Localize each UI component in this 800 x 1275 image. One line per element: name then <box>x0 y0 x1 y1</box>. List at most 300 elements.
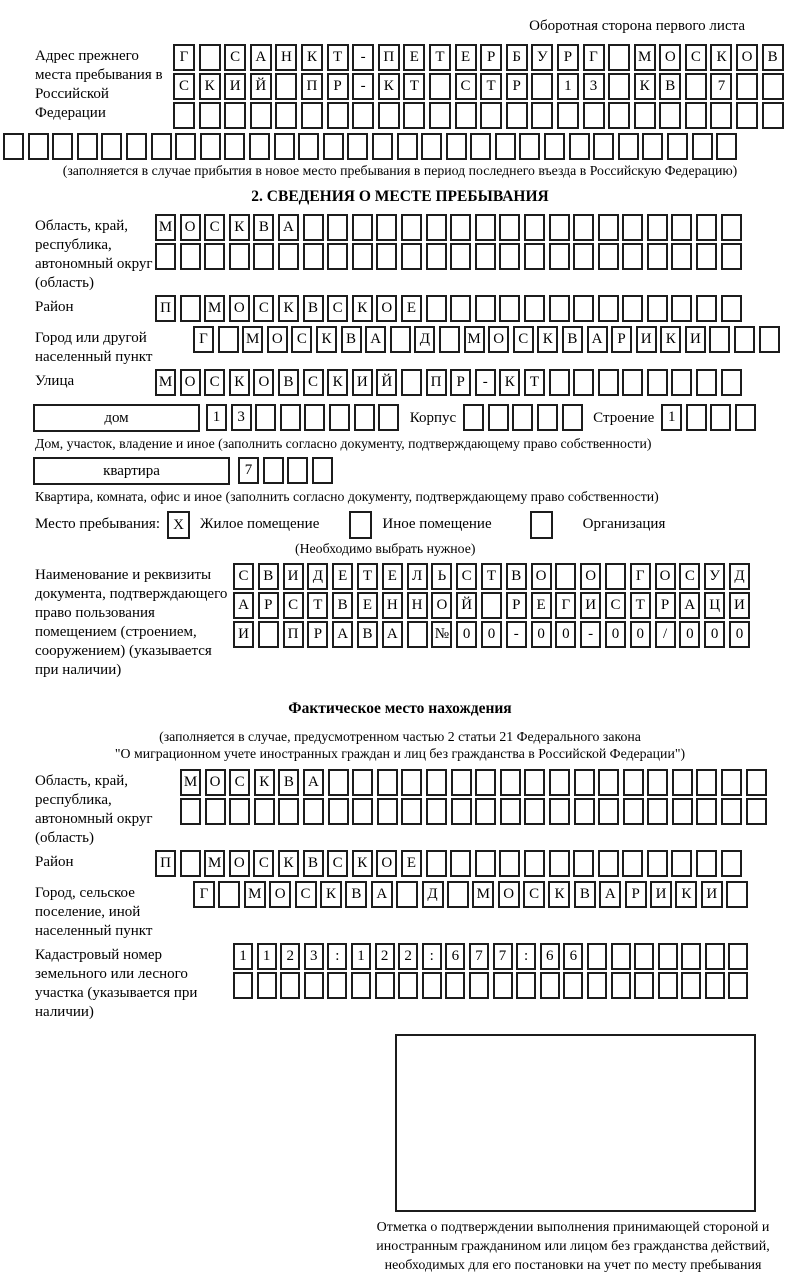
char-cell <box>493 972 513 999</box>
char-cell <box>692 133 713 160</box>
registration-stamp-box <box>395 1034 756 1212</box>
char-cell: И <box>283 563 304 590</box>
char-cell <box>396 881 418 908</box>
char-row <box>193 881 800 909</box>
char-cell <box>721 243 742 270</box>
char-row-full-width <box>3 133 800 161</box>
char-cell <box>716 133 737 160</box>
char-cell <box>696 798 717 825</box>
char-cell: А <box>303 769 324 796</box>
char-cell <box>329 404 350 431</box>
char-cell <box>401 798 422 825</box>
char-cell: О <box>205 769 226 796</box>
char-cell <box>671 369 692 396</box>
char-cell: Р <box>506 592 527 619</box>
char-cell: Е <box>455 44 477 71</box>
char-cell <box>685 73 707 100</box>
char-cell <box>475 243 496 270</box>
field-region-actual <box>35 769 800 848</box>
char-cell <box>647 769 668 796</box>
char-cell <box>598 243 619 270</box>
apartment-row <box>33 457 800 486</box>
char-cell <box>593 133 614 160</box>
char-row <box>233 563 800 591</box>
char-cell: 1 <box>557 73 579 100</box>
char-cell: : <box>422 943 442 970</box>
char-cell: С <box>605 592 626 619</box>
char-cell <box>455 102 477 129</box>
char-cell <box>280 404 301 431</box>
char-cell: О <box>269 881 291 908</box>
char-cell: К <box>660 326 681 353</box>
char-cell: К <box>316 326 337 353</box>
char-cell <box>634 102 656 129</box>
char-cell <box>721 214 742 241</box>
char-cell <box>736 102 758 129</box>
char-cell: С <box>283 592 304 619</box>
char-cell: 0 <box>679 621 700 648</box>
korpus-label: Корпус <box>409 410 457 426</box>
char-cell <box>375 972 395 999</box>
char-cell <box>401 369 422 396</box>
char-cell <box>735 404 756 431</box>
char-cell: И <box>352 369 373 396</box>
char-cell <box>451 798 472 825</box>
char-cell <box>549 798 570 825</box>
city-label: Город или другой населенный пункт <box>35 330 153 365</box>
char-cell <box>451 769 472 796</box>
char-cell <box>608 44 630 71</box>
actual-location-note2: "О миграционном учете иностранных граждан и лиц без гражданства в Российской Федерации") <box>114 746 686 761</box>
char-cell <box>622 214 643 241</box>
char-cell: Д <box>414 326 435 353</box>
char-cell <box>499 243 520 270</box>
char-cell: 0 <box>531 621 552 648</box>
char-cell: И <box>650 881 672 908</box>
char-cell <box>426 243 447 270</box>
char-cell: Т <box>524 369 545 396</box>
char-cell <box>611 972 631 999</box>
char-cell: О <box>659 44 681 71</box>
char-cell: Т <box>327 44 349 71</box>
char-cell <box>622 243 643 270</box>
char-cell: К <box>634 73 656 100</box>
actual-location-note1: (заполняется в случае, предусмотренном частью 2 статьи 21 Федерального закона <box>159 729 641 744</box>
char-cell: П <box>155 295 176 322</box>
char-cell: 1 <box>661 404 682 431</box>
char-cell: В <box>332 592 353 619</box>
char-cell: - <box>352 44 374 71</box>
cadastre-label: Кадастровый номер земельного или лесного участка (указывается при наличии) <box>35 947 198 1020</box>
char-cell <box>352 102 374 129</box>
char-cell <box>287 457 308 484</box>
char-cell: Е <box>401 295 422 322</box>
char-cell <box>658 972 678 999</box>
char-cell: В <box>253 214 274 241</box>
char-cell <box>495 133 516 160</box>
char-cell: К <box>378 73 400 100</box>
city-actual-label: Город, сельское поселение, иной населенный пункт <box>35 885 153 939</box>
char-cell: П <box>155 850 176 877</box>
char-cell <box>574 798 595 825</box>
char-cell: О <box>376 295 397 322</box>
char-cell: Р <box>450 369 471 396</box>
field-document <box>35 563 800 680</box>
char-cell: А <box>278 214 299 241</box>
char-cell <box>608 73 630 100</box>
char-cell: О <box>655 563 676 590</box>
char-cell: Р <box>655 592 676 619</box>
char-cell <box>524 243 545 270</box>
char-cell: С <box>327 295 348 322</box>
char-cell: И <box>685 326 706 353</box>
char-cell: Е <box>403 44 425 71</box>
char-row <box>233 972 800 1000</box>
char-cell <box>475 214 496 241</box>
char-cell: 0 <box>481 621 502 648</box>
char-cell: Д <box>422 881 444 908</box>
char-cell <box>224 102 246 129</box>
char-cell <box>3 133 24 160</box>
stroenie-label: Строение <box>593 410 655 426</box>
char-cell <box>647 214 668 241</box>
char-cell: Т <box>429 44 451 71</box>
char-cell <box>611 943 631 970</box>
char-cell <box>280 972 300 999</box>
char-cell <box>397 133 418 160</box>
char-cell: С <box>253 850 274 877</box>
char-cell <box>549 769 570 796</box>
char-cell: С <box>455 73 477 100</box>
char-cell <box>312 457 333 484</box>
char-cell <box>598 769 619 796</box>
char-cell <box>378 404 399 431</box>
previous-address-rows <box>173 44 800 131</box>
char-cell <box>524 798 545 825</box>
char-cell <box>531 102 553 129</box>
option-other-premises-label: Иное помещение <box>382 516 492 532</box>
char-cell: - <box>352 73 374 100</box>
char-cell: Е <box>531 592 552 619</box>
char-cell <box>218 326 239 353</box>
char-cell: 2 <box>280 943 300 970</box>
char-cell <box>598 850 619 877</box>
char-cell: М <box>634 44 656 71</box>
char-cell <box>426 850 447 877</box>
char-cell: К <box>710 44 732 71</box>
char-cell: С <box>685 44 707 71</box>
char-cell <box>253 243 274 270</box>
char-cell <box>519 133 540 160</box>
char-row <box>180 769 800 797</box>
char-row <box>173 102 800 130</box>
char-cell: О <box>376 850 397 877</box>
char-cell: Г <box>555 592 576 619</box>
char-cell <box>598 214 619 241</box>
char-cell <box>263 457 284 484</box>
char-cell <box>605 563 626 590</box>
char-cell: С <box>291 326 312 353</box>
char-cell <box>429 102 451 129</box>
char-cell: С <box>173 73 195 100</box>
char-cell <box>205 798 226 825</box>
stay-type-label: Место пребывания: <box>35 516 160 532</box>
apartment-number-cells <box>238 457 336 485</box>
char-cell <box>642 133 663 160</box>
char-cell: Й <box>250 73 272 100</box>
char-cell: 3 <box>304 943 324 970</box>
char-cell <box>450 214 471 241</box>
char-cell: 0 <box>729 621 750 648</box>
char-cell: 1 <box>257 943 277 970</box>
char-cell <box>544 133 565 160</box>
char-cell: 7 <box>710 73 732 100</box>
char-cell <box>401 214 422 241</box>
char-cell: А <box>679 592 700 619</box>
char-cell <box>573 369 594 396</box>
char-cell <box>199 102 221 129</box>
char-cell: 6 <box>445 943 465 970</box>
char-cell <box>401 769 422 796</box>
char-cell: 3 <box>231 404 252 431</box>
char-cell: П <box>378 44 400 71</box>
char-cell <box>573 243 594 270</box>
field-city-actual <box>35 881 800 941</box>
char-cell <box>681 943 701 970</box>
char-cell <box>426 295 447 322</box>
char-cell: Р <box>625 881 647 908</box>
char-cell: П <box>426 369 447 396</box>
char-row <box>155 214 800 242</box>
char-cell <box>278 798 299 825</box>
char-row <box>155 243 800 271</box>
char-cell <box>709 326 730 353</box>
char-cell <box>352 798 373 825</box>
char-cell <box>180 798 201 825</box>
char-cell <box>422 972 442 999</box>
char-cell: / <box>655 621 676 648</box>
char-cell: Т <box>357 563 378 590</box>
char-cell <box>598 369 619 396</box>
char-cell <box>549 369 570 396</box>
char-cell: К <box>199 73 221 100</box>
char-cell: М <box>180 769 201 796</box>
char-cell <box>736 73 758 100</box>
char-cell: О <box>229 295 250 322</box>
char-cell: М <box>155 369 176 396</box>
char-cell <box>728 943 748 970</box>
char-cell <box>721 769 742 796</box>
char-cell <box>622 295 643 322</box>
char-cell: В <box>506 563 527 590</box>
char-cell <box>524 769 545 796</box>
char-cell <box>303 798 324 825</box>
previous-address-note: (заполняется в случае прибытия в новое место пребывания в период последнего въезда в Российскую Федерацию) <box>62 163 738 178</box>
char-cell <box>426 214 447 241</box>
char-cell <box>377 798 398 825</box>
char-cell: В <box>562 326 583 353</box>
char-cell: К <box>278 850 299 877</box>
field-district <box>35 295 800 324</box>
char-cell <box>598 798 619 825</box>
char-cell: С <box>229 769 250 796</box>
char-row <box>233 943 800 971</box>
char-cell <box>721 850 742 877</box>
char-cell <box>229 798 250 825</box>
char-cell <box>401 243 422 270</box>
char-cell <box>549 295 570 322</box>
char-cell <box>555 563 576 590</box>
char-cell: Н <box>275 44 297 71</box>
char-cell: К <box>327 369 348 396</box>
char-cell: К <box>675 881 697 908</box>
char-cell <box>647 295 668 322</box>
char-cell: Е <box>332 563 353 590</box>
apartment-note: Квартира, комната, офис и иное (заполнить согласно документу, подтверждающему право собственности) <box>35 489 659 504</box>
char-cell <box>377 769 398 796</box>
char-cell <box>426 798 447 825</box>
checkbox-dwelling: X <box>167 511 190 539</box>
char-cell <box>667 133 688 160</box>
char-cell <box>647 369 668 396</box>
char-cell <box>450 850 471 877</box>
char-cell: 1 <box>351 943 371 970</box>
field-previous-address <box>35 44 800 131</box>
char-cell: Й <box>456 592 477 619</box>
char-cell <box>101 133 122 160</box>
char-cell <box>623 798 644 825</box>
char-cell <box>421 133 442 160</box>
char-cell: Л <box>407 563 428 590</box>
char-cell <box>323 133 344 160</box>
char-cell <box>583 102 605 129</box>
char-cell <box>721 369 742 396</box>
char-cell <box>173 102 195 129</box>
char-cell <box>445 972 465 999</box>
char-cell: П <box>301 73 323 100</box>
char-cell: В <box>278 369 299 396</box>
choose-note: (Необходимо выбрать нужное) <box>295 541 476 556</box>
char-cell: И <box>233 621 254 648</box>
char-cell <box>275 102 297 129</box>
char-cell <box>354 404 375 431</box>
char-cell: К <box>229 369 250 396</box>
char-cell: Г <box>193 881 215 908</box>
char-cell: К <box>301 44 323 71</box>
char-cell <box>659 102 681 129</box>
char-cell <box>562 404 583 431</box>
char-cell: П <box>283 621 304 648</box>
char-cell <box>500 798 521 825</box>
char-cell <box>746 769 767 796</box>
char-cell: С <box>204 214 225 241</box>
char-cell: Т <box>307 592 328 619</box>
char-cell <box>327 243 348 270</box>
char-cell <box>540 972 560 999</box>
char-cell: О <box>180 214 201 241</box>
char-row <box>193 326 800 354</box>
char-cell: В <box>357 621 378 648</box>
char-cell: О <box>736 44 758 71</box>
char-cell: Р <box>506 73 528 100</box>
char-cell: О <box>431 592 452 619</box>
char-cell <box>634 972 654 999</box>
char-cell <box>376 243 397 270</box>
char-cell: Н <box>407 592 428 619</box>
char-cell <box>705 943 725 970</box>
char-cell: Р <box>327 73 349 100</box>
char-cell <box>537 404 558 431</box>
char-cell <box>199 44 221 71</box>
char-cell: В <box>278 769 299 796</box>
char-cell <box>658 943 678 970</box>
char-cell: Е <box>401 850 422 877</box>
char-cell: К <box>499 369 520 396</box>
char-cell: Т <box>481 563 502 590</box>
char-cell <box>390 326 411 353</box>
char-row <box>173 44 800 72</box>
char-cell: 2 <box>375 943 395 970</box>
char-cell: О <box>180 369 201 396</box>
char-cell: А <box>365 326 386 353</box>
char-cell <box>258 621 279 648</box>
char-cell: Г <box>193 326 214 353</box>
char-cell <box>250 102 272 129</box>
char-cell <box>352 243 373 270</box>
char-cell <box>705 972 725 999</box>
char-cell <box>549 214 570 241</box>
char-cell: 0 <box>704 621 725 648</box>
char-cell <box>762 73 784 100</box>
char-cell: И <box>580 592 601 619</box>
field-region <box>35 214 800 293</box>
char-cell: К <box>548 881 570 908</box>
char-cell <box>274 133 295 160</box>
char-cell: М <box>204 295 225 322</box>
char-cell <box>488 404 509 431</box>
char-cell: Р <box>557 44 579 71</box>
char-cell <box>506 102 528 129</box>
char-cell: С <box>679 563 700 590</box>
char-cell <box>573 214 594 241</box>
char-cell: Р <box>307 621 328 648</box>
char-cell: А <box>587 326 608 353</box>
char-cell: 0 <box>555 621 576 648</box>
char-cell <box>275 73 297 100</box>
char-cell <box>598 295 619 322</box>
char-cell <box>204 243 225 270</box>
char-cell: И <box>636 326 657 353</box>
char-cell <box>557 102 579 129</box>
field-city <box>35 326 800 367</box>
char-cell <box>470 133 491 160</box>
char-cell <box>351 972 371 999</box>
char-cell <box>762 102 784 129</box>
char-cell <box>301 102 323 129</box>
street-label: Улица <box>35 373 75 389</box>
char-cell: К <box>320 881 342 908</box>
char-cell <box>446 133 467 160</box>
actual-location-title: Фактическое место нахождения <box>288 700 512 717</box>
char-cell <box>696 214 717 241</box>
document-label: Наименование и реквизиты документа, подтверждающего право пользования помещением (строением, сооружением) (указывается при наличии) <box>35 567 228 678</box>
char-cell <box>728 972 748 999</box>
char-cell <box>278 243 299 270</box>
char-cell <box>255 404 276 431</box>
char-cell <box>574 769 595 796</box>
apartment-type-box: квартира <box>33 457 230 485</box>
char-cell <box>481 592 502 619</box>
